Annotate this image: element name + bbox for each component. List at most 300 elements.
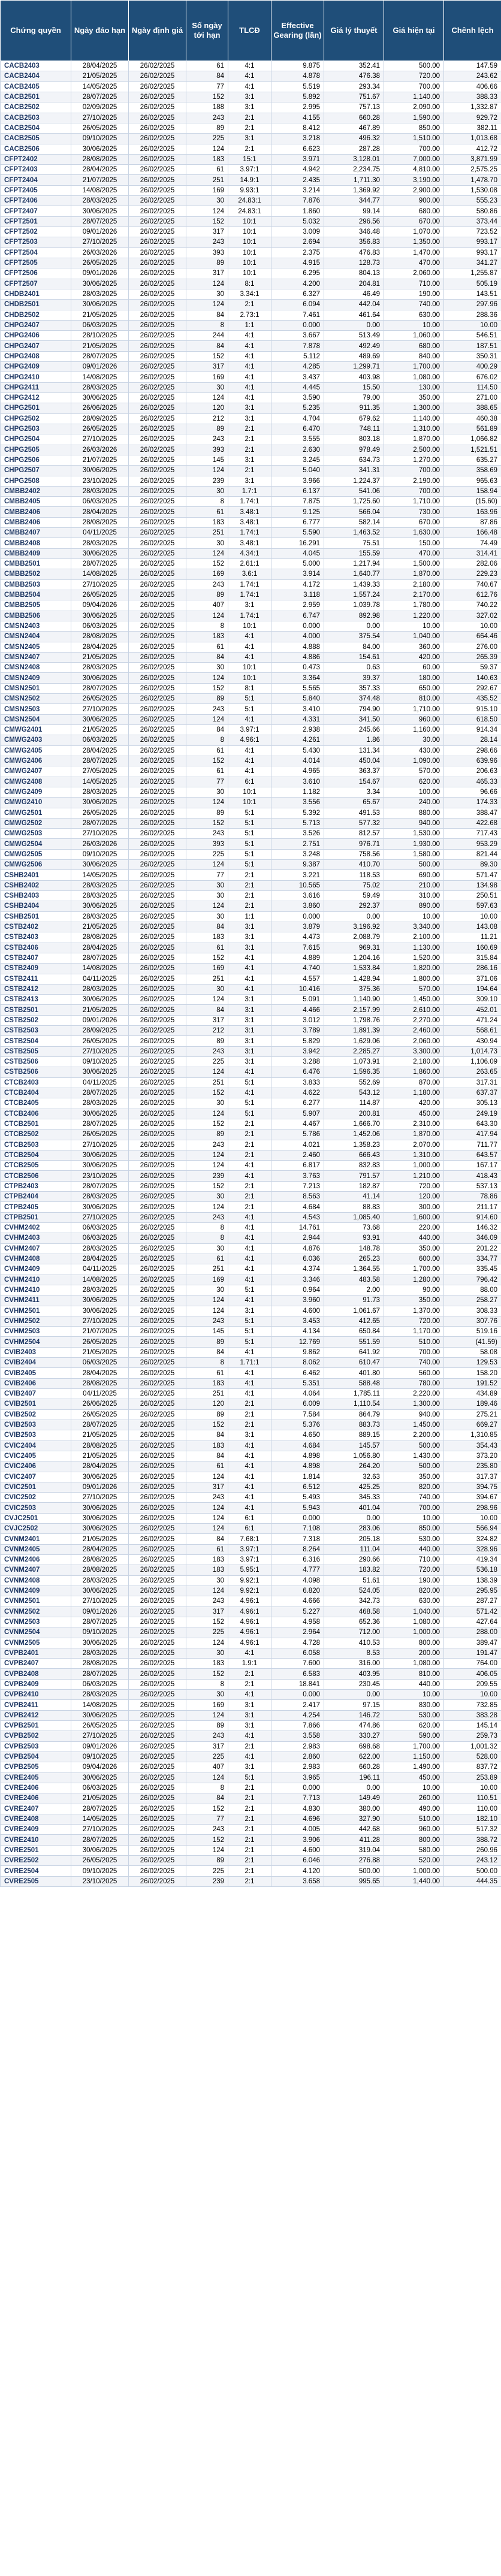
- cell-chung-quyen: CHPG2505: [1, 445, 71, 455]
- cell-effective-gearing: 5.040: [271, 466, 324, 476]
- table-row: [1, 1057, 501, 1067]
- cell-tlcd: 10:1: [228, 258, 271, 268]
- cell-ngay-dao-han: 30/06/2025: [71, 548, 129, 558]
- cell-so-ngay-toi-han: 407: [186, 600, 228, 611]
- cell-tlcd: 2:1: [228, 434, 271, 445]
- cell-chenh-lech: 158.20: [444, 1368, 501, 1378]
- cell-tlcd: 3.97:1: [228, 1544, 271, 1554]
- cell-effective-gearing: 3.453: [271, 1316, 324, 1326]
- cell-effective-gearing: 3.288: [271, 1057, 324, 1067]
- cell-ngay-dinh-gia: 26/02/2025: [129, 745, 186, 756]
- cell-so-ngay-toi-han: 225: [186, 1057, 228, 1067]
- cell-effective-gearing: 4.254: [271, 1710, 324, 1720]
- cell-ngay-dinh-gia: 26/02/2025: [129, 1161, 186, 1171]
- cell-ngay-dinh-gia: 26/02/2025: [129, 123, 186, 133]
- cell-ngay-dao-han: 27/10/2025: [71, 1140, 129, 1150]
- cell-so-ngay-toi-han: 84: [186, 725, 228, 735]
- cell-effective-gearing: 4.021: [271, 1140, 324, 1150]
- cell-gia-hien-tai: 1,310.00: [384, 1150, 444, 1160]
- cell-tlcd: 3:1: [228, 600, 271, 611]
- cell-gia-hien-tai: 960.00: [384, 1825, 444, 1835]
- cell-chung-quyen: CMWG2401: [1, 725, 71, 735]
- cell-ngay-dao-han: 30/06/2025: [71, 611, 129, 621]
- cell-chenh-lech: 406.66: [444, 81, 501, 92]
- cell-effective-gearing: 4.261: [271, 735, 324, 745]
- cell-chenh-lech: 664.46: [444, 632, 501, 642]
- cell-gia-ly-thuyet: 1,061.67: [324, 1306, 384, 1316]
- cell-tlcd: 4:1: [228, 61, 271, 71]
- cell-ngay-dinh-gia: 26/02/2025: [129, 1306, 186, 1316]
- cell-effective-gearing: 3.221: [271, 870, 324, 880]
- header-chung-quyen: Chứng quyền: [1, 1, 71, 61]
- cell-gia-ly-thuyet: 1,891.39: [324, 1026, 384, 1036]
- cell-gia-ly-thuyet: 541.06: [324, 486, 384, 496]
- cell-ngay-dao-han: 30/06/2025: [71, 1306, 129, 1316]
- cell-ngay-dao-han: 14/08/2025: [71, 185, 129, 195]
- cell-chenh-lech: 87.86: [444, 517, 501, 527]
- table-row: [1, 1461, 501, 1472]
- cell-chenh-lech: 383.28: [444, 1710, 501, 1720]
- cell-effective-gearing: 3.248: [271, 849, 324, 859]
- cell-chung-quyen: CHDB2502: [1, 310, 71, 320]
- cell-chenh-lech: 571.42: [444, 1606, 501, 1617]
- cell-gia-hien-tai: 1,470.00: [384, 247, 444, 258]
- table-row: [1, 1524, 501, 1534]
- table-row: [1, 839, 501, 849]
- cell-chung-quyen: CACB2404: [1, 71, 71, 81]
- cell-chenh-lech: 346.09: [444, 1233, 501, 1243]
- cell-chung-quyen: CACB2405: [1, 81, 71, 92]
- cell-gia-hien-tai: 1,000.00: [384, 1866, 444, 1876]
- cell-tlcd: 4:1: [228, 1482, 271, 1492]
- cell-ngay-dao-han: 30/06/2025: [71, 1772, 129, 1783]
- cell-gia-hien-tai: 620.00: [384, 1721, 444, 1731]
- cell-chung-quyen: CVPB2503: [1, 1741, 71, 1751]
- cell-tlcd: 4:1: [228, 1347, 271, 1357]
- cell-gia-ly-thuyet: 1,110.54: [324, 1399, 384, 1409]
- cell-so-ngay-toi-han: 243: [186, 1731, 228, 1741]
- cell-chenh-lech: 324.82: [444, 1534, 501, 1544]
- cell-ngay-dao-han: 09/01/2026: [71, 268, 129, 279]
- cell-chenh-lech: 327.02: [444, 611, 501, 621]
- cell-chung-quyen: CFPT2404: [1, 175, 71, 185]
- cell-gia-hien-tai: 670.00: [384, 517, 444, 527]
- cell-tlcd: 4:1: [228, 372, 271, 382]
- cell-tlcd: 1.9:1: [228, 1659, 271, 1669]
- cell-gia-hien-tai: 1,370.00: [384, 1306, 444, 1316]
- cell-chenh-lech: 110.51: [444, 1793, 501, 1804]
- cell-ngay-dao-han: 09/10/2025: [71, 1627, 129, 1638]
- table-row: [1, 579, 501, 590]
- cell-chenh-lech: 191.47: [444, 1648, 501, 1658]
- cell-ngay-dinh-gia: 26/02/2025: [129, 1690, 186, 1700]
- cell-effective-gearing: 7.600: [271, 1659, 324, 1669]
- cell-chung-quyen: CMBB2503: [1, 579, 71, 590]
- cell-chung-quyen: CSTB2504: [1, 1036, 71, 1046]
- cell-tlcd: 4:1: [228, 1171, 271, 1181]
- cell-effective-gearing: 3.833: [271, 1077, 324, 1088]
- cell-chung-quyen: CTPB2405: [1, 1202, 71, 1212]
- cell-ngay-dinh-gia: 26/02/2025: [129, 1586, 186, 1596]
- cell-so-ngay-toi-han: 84: [186, 1534, 228, 1544]
- cell-ngay-dinh-gia: 26/02/2025: [129, 258, 186, 268]
- cell-so-ngay-toi-han: 243: [186, 113, 228, 123]
- cell-ngay-dao-han: 28/03/2025: [71, 196, 129, 206]
- cell-ngay-dao-han: 30/06/2025: [71, 144, 129, 154]
- cell-chung-quyen: CSTB2412: [1, 984, 71, 994]
- cell-gia-ly-thuyet: 1,085.40: [324, 1212, 384, 1222]
- cell-gia-ly-thuyet: 1,533.84: [324, 964, 384, 974]
- table-row: [1, 953, 501, 963]
- cell-ngay-dinh-gia: 26/02/2025: [129, 382, 186, 392]
- cell-so-ngay-toi-han: 124: [186, 798, 228, 808]
- cell-chung-quyen: CHDB2501: [1, 300, 71, 310]
- cell-chung-quyen: CSTB2402: [1, 922, 71, 932]
- cell-gia-hien-tai: 690.00: [384, 870, 444, 880]
- cell-ngay-dinh-gia: 26/02/2025: [129, 870, 186, 880]
- cell-chenh-lech: 307.76: [444, 1316, 501, 1326]
- cell-gia-ly-thuyet: 363.37: [324, 766, 384, 777]
- cell-ngay-dao-han: 06/03/2025: [71, 1358, 129, 1368]
- cell-ngay-dao-han: 28/04/2025: [71, 507, 129, 517]
- cell-ngay-dinh-gia: 26/02/2025: [129, 1659, 186, 1669]
- cell-ngay-dao-han: 04/11/2025: [71, 1077, 129, 1088]
- table-row: [1, 413, 501, 424]
- cell-so-ngay-toi-han: 152: [186, 818, 228, 828]
- cell-effective-gearing: 4.878: [271, 71, 324, 81]
- cell-ngay-dao-han: 28/04/2025: [71, 943, 129, 953]
- cell-tlcd: 1.74:1: [228, 528, 271, 538]
- cell-tlcd: 4:1: [228, 1451, 271, 1461]
- cell-gia-hien-tai: 3,190.00: [384, 175, 444, 185]
- cell-gia-hien-tai: 350.00: [384, 393, 444, 403]
- cell-gia-ly-thuyet: 346.48: [324, 227, 384, 237]
- cell-effective-gearing: 3.860: [271, 901, 324, 911]
- cell-so-ngay-toi-han: 30: [186, 1098, 228, 1109]
- cell-gia-ly-thuyet: 245.66: [324, 725, 384, 735]
- cell-effective-gearing: 2.417: [271, 1700, 324, 1710]
- cell-tlcd: 9.92:1: [228, 1586, 271, 1596]
- cell-gia-ly-thuyet: 758.56: [324, 849, 384, 859]
- cell-chung-quyen: CMWG2403: [1, 735, 71, 745]
- cell-ngay-dao-han: 06/03/2025: [71, 1679, 129, 1689]
- cell-ngay-dinh-gia: 26/02/2025: [129, 984, 186, 994]
- cell-gia-ly-thuyet: 2,157.99: [324, 1005, 384, 1015]
- cell-ngay-dao-han: 28/03/2025: [71, 1192, 129, 1202]
- cell-gia-ly-thuyet: 577.32: [324, 818, 384, 828]
- cell-ngay-dao-han: 06/03/2025: [71, 1223, 129, 1233]
- cell-chenh-lech: 965.63: [444, 476, 501, 486]
- cell-ngay-dinh-gia: 26/02/2025: [129, 1472, 186, 1482]
- cell-gia-hien-tai: 430.00: [384, 745, 444, 756]
- cell-effective-gearing: 2.938: [271, 725, 324, 735]
- cell-tlcd: 4:1: [228, 1503, 271, 1513]
- table-row: [1, 860, 501, 870]
- cell-gia-hien-tai: 1,210.00: [384, 1171, 444, 1181]
- cell-chenh-lech: 1,066.82: [444, 434, 501, 445]
- cell-tlcd: 1.74:1: [228, 579, 271, 590]
- cell-gia-hien-tai: 1,130.00: [384, 943, 444, 953]
- table-row: [1, 632, 501, 642]
- table-row: [1, 663, 501, 673]
- cell-gia-hien-tai: 10.00: [384, 1690, 444, 1700]
- cell-chenh-lech: (15.60): [444, 497, 501, 507]
- cell-tlcd: 2:1: [228, 1814, 271, 1824]
- cell-gia-ly-thuyet: 489.69: [324, 351, 384, 361]
- cell-gia-hien-tai: 820.00: [384, 1586, 444, 1596]
- cell-so-ngay-toi-han: 243: [186, 1046, 228, 1056]
- cell-gia-hien-tai: 490.00: [384, 1804, 444, 1814]
- cell-effective-gearing: 9.875: [271, 61, 324, 71]
- cell-gia-hien-tai: 880.00: [384, 808, 444, 818]
- cell-chenh-lech: 723.52: [444, 227, 501, 237]
- cell-ngay-dao-han: 28/07/2025: [71, 559, 129, 569]
- cell-effective-gearing: 4.600: [271, 1845, 324, 1855]
- header-ngay-dao-han: Ngày đáo hạn: [71, 1, 129, 61]
- cell-ngay-dao-han: 28/08/2025: [71, 1565, 129, 1575]
- cell-ngay-dinh-gia: 26/02/2025: [129, 725, 186, 735]
- cell-chenh-lech: 388.33: [444, 92, 501, 102]
- cell-ngay-dinh-gia: 26/02/2025: [129, 1088, 186, 1098]
- cell-effective-gearing: 6.777: [271, 517, 324, 527]
- cell-chenh-lech: 358.69: [444, 466, 501, 476]
- cell-ngay-dao-han: 30/06/2025: [71, 1710, 129, 1720]
- cell-gia-hien-tai: 900.00: [384, 196, 444, 206]
- cell-ngay-dao-han: 21/05/2025: [71, 1534, 129, 1544]
- cell-gia-ly-thuyet: 148.78: [324, 1243, 384, 1254]
- cell-so-ngay-toi-han: 61: [186, 1544, 228, 1554]
- cell-effective-gearing: 9.125: [271, 507, 324, 517]
- cell-gia-hien-tai: 680.00: [384, 206, 444, 216]
- cell-ngay-dinh-gia: 26/02/2025: [129, 964, 186, 974]
- cell-ngay-dinh-gia: 26/02/2025: [129, 289, 186, 299]
- table-row: [1, 310, 501, 320]
- cell-gia-hien-tai: 850.00: [384, 1524, 444, 1534]
- cell-effective-gearing: 16.291: [271, 538, 324, 548]
- table-row: [1, 1513, 501, 1523]
- cell-so-ngay-toi-han: 89: [186, 1036, 228, 1046]
- cell-tlcd: 10:1: [228, 787, 271, 797]
- table-row: [1, 1586, 501, 1596]
- cell-gia-hien-tai: 2,220.00: [384, 1389, 444, 1399]
- table-row: [1, 1555, 501, 1565]
- cell-effective-gearing: 2.944: [271, 1233, 324, 1243]
- cell-chenh-lech: 465.33: [444, 777, 501, 787]
- cell-ngay-dao-han: 28/08/2025: [71, 154, 129, 164]
- cell-so-ngay-toi-han: 243: [186, 579, 228, 590]
- cell-gia-hien-tai: 350.00: [384, 1472, 444, 1482]
- cell-chung-quyen: CHPG2504: [1, 434, 71, 445]
- cell-chung-quyen: CSHB2401: [1, 870, 71, 880]
- table-row: [1, 1254, 501, 1264]
- cell-effective-gearing: 3.610: [271, 777, 324, 787]
- cell-chenh-lech: 3,871.99: [444, 154, 501, 164]
- cell-gia-hien-tai: 1,700.00: [384, 1741, 444, 1751]
- cell-gia-hien-tai: 2,500.00: [384, 445, 444, 455]
- cell-tlcd: 3:1: [228, 1721, 271, 1731]
- cell-effective-gearing: 4.014: [271, 756, 324, 766]
- cell-ngay-dao-han: 26/05/2025: [71, 1856, 129, 1866]
- cell-gia-hien-tai: 2,200.00: [384, 1430, 444, 1440]
- cell-gia-ly-thuyet: 0.00: [324, 320, 384, 330]
- cell-ngay-dao-han: 28/08/2025: [71, 1555, 129, 1565]
- cell-tlcd: 4:1: [228, 642, 271, 652]
- cell-tlcd: 3:1: [228, 476, 271, 486]
- cell-chenh-lech: 260.96: [444, 1845, 501, 1855]
- cell-gia-hien-tai: 1,590.00: [384, 113, 444, 123]
- cell-tlcd: 3:1: [228, 1036, 271, 1046]
- cell-ngay-dinh-gia: 26/02/2025: [129, 1700, 186, 1710]
- cell-ngay-dinh-gia: 26/02/2025: [129, 1804, 186, 1814]
- cell-gia-hien-tai: 730.00: [384, 507, 444, 517]
- cell-gia-hien-tai: 780.00: [384, 1378, 444, 1388]
- cell-tlcd: 9.92:1: [228, 1575, 271, 1586]
- cell-ngay-dinh-gia: 26/02/2025: [129, 1741, 186, 1751]
- cell-chenh-lech: 505.19: [444, 279, 501, 289]
- cell-ngay-dao-han: 28/07/2025: [71, 1181, 129, 1191]
- cell-gia-hien-tai: 1,040.00: [384, 1606, 444, 1617]
- cell-effective-gearing: 3.346: [271, 1275, 324, 1285]
- cell-chenh-lech: 394.67: [444, 1493, 501, 1503]
- cell-ngay-dao-han: 14/08/2025: [71, 1700, 129, 1710]
- cell-so-ngay-toi-han: 183: [186, 1555, 228, 1565]
- cell-gia-hien-tai: 200.00: [384, 1648, 444, 1658]
- cell-chenh-lech: 275.21: [444, 1409, 501, 1420]
- cell-chung-quyen: CVHM2503: [1, 1327, 71, 1337]
- cell-chung-quyen: CVHM2411: [1, 1295, 71, 1306]
- cell-so-ngay-toi-han: 183: [186, 1440, 228, 1451]
- cell-so-ngay-toi-han: 225: [186, 1866, 228, 1876]
- cell-effective-gearing: 6.046: [271, 1856, 324, 1866]
- cell-tlcd: 2:1: [228, 880, 271, 890]
- cell-ngay-dao-han: 09/10/2025: [71, 1866, 129, 1876]
- cell-chung-quyen: CVHM2408: [1, 1254, 71, 1264]
- cell-chung-quyen: CVNM2502: [1, 1606, 71, 1617]
- cell-effective-gearing: 4.666: [271, 1596, 324, 1606]
- cell-ngay-dinh-gia: 26/02/2025: [129, 735, 186, 745]
- cell-gia-hien-tai: 960.00: [384, 714, 444, 724]
- table-row: [1, 1430, 501, 1440]
- cell-so-ngay-toi-han: 61: [186, 61, 228, 71]
- cell-ngay-dao-han: 06/03/2025: [71, 621, 129, 631]
- cell-ngay-dinh-gia: 26/02/2025: [129, 1835, 186, 1845]
- cell-gia-ly-thuyet: 1,725.60: [324, 497, 384, 507]
- cell-chenh-lech: 566.94: [444, 1524, 501, 1534]
- cell-ngay-dao-han: 14/08/2025: [71, 964, 129, 974]
- table-row: [1, 538, 501, 548]
- cell-chung-quyen: CVPB2407: [1, 1659, 71, 1669]
- cell-chenh-lech: 143.08: [444, 922, 501, 932]
- cell-ngay-dinh-gia: 26/02/2025: [129, 1264, 186, 1275]
- cell-chenh-lech: 373.44: [444, 216, 501, 227]
- table-row: [1, 227, 501, 237]
- cell-ngay-dao-han: 28/07/2025: [71, 1617, 129, 1627]
- cell-ngay-dinh-gia: 26/02/2025: [129, 538, 186, 548]
- cell-gia-ly-thuyet: 1,785.11: [324, 1389, 384, 1399]
- cell-gia-ly-thuyet: 51.61: [324, 1575, 384, 1586]
- cell-chung-quyen: CVRE2502: [1, 1856, 71, 1866]
- cell-so-ngay-toi-han: 152: [186, 1617, 228, 1627]
- cell-ngay-dinh-gia: 26/02/2025: [129, 787, 186, 797]
- header-chenh-lech: Chênh lệch: [444, 1, 501, 61]
- cell-gia-ly-thuyet: 641.92: [324, 1347, 384, 1357]
- cell-chung-quyen: CVIB2404: [1, 1358, 71, 1368]
- table-row: [1, 1161, 501, 1171]
- cell-tlcd: 2:1: [228, 466, 271, 476]
- cell-gia-hien-tai: 10.00: [384, 1783, 444, 1793]
- cell-chenh-lech: 568.61: [444, 1026, 501, 1036]
- cell-effective-gearing: 9.387: [271, 860, 324, 870]
- cell-tlcd: 4.96:1: [228, 1638, 271, 1648]
- table-body: [1, 61, 501, 1887]
- cell-gia-ly-thuyet: 283.06: [324, 1524, 384, 1534]
- cell-chung-quyen: CVIB2407: [1, 1389, 71, 1399]
- table-row: [1, 1295, 501, 1306]
- cell-ngay-dao-han: 26/06/2025: [71, 1399, 129, 1409]
- cell-effective-gearing: 3.914: [271, 569, 324, 579]
- table-row: [1, 165, 501, 175]
- table-row: [1, 528, 501, 538]
- cell-chung-quyen: CVNM2405: [1, 1544, 71, 1554]
- cell-gia-hien-tai: 1,140.00: [384, 92, 444, 102]
- cell-chenh-lech: 1,478.70: [444, 175, 501, 185]
- cell-gia-ly-thuyet: 551.59: [324, 1337, 384, 1347]
- cell-so-ngay-toi-han: 239: [186, 1171, 228, 1181]
- table-row: [1, 123, 501, 133]
- cell-effective-gearing: 4.134: [271, 1327, 324, 1337]
- cell-gia-hien-tai: 1,700.00: [384, 362, 444, 372]
- cell-ngay-dao-han: 30/06/2025: [71, 860, 129, 870]
- cell-chenh-lech: 837.72: [444, 1762, 501, 1772]
- cell-chenh-lech: 561.89: [444, 424, 501, 434]
- cell-so-ngay-toi-han: 183: [186, 932, 228, 943]
- cell-chung-quyen: CMSN2405: [1, 642, 71, 652]
- table-row: [1, 320, 501, 330]
- cell-so-ngay-toi-han: 8: [186, 1783, 228, 1793]
- cell-chenh-lech: 460.38: [444, 413, 501, 424]
- cell-effective-gearing: 2.983: [271, 1762, 324, 1772]
- cell-ngay-dao-han: 26/05/2025: [71, 258, 129, 268]
- cell-effective-gearing: 3.364: [271, 673, 324, 683]
- cell-chung-quyen: CACB2505: [1, 134, 71, 144]
- cell-chung-quyen: CVIB2502: [1, 1409, 71, 1420]
- cell-effective-gearing: 6.747: [271, 611, 324, 621]
- cell-chung-quyen: CVIB2503: [1, 1430, 71, 1440]
- cell-chung-quyen: CTCB2504: [1, 1150, 71, 1160]
- cell-tlcd: 4:1: [228, 1493, 271, 1503]
- cell-ngay-dao-han: 26/05/2025: [71, 1721, 129, 1731]
- cell-ngay-dinh-gia: 26/02/2025: [129, 1606, 186, 1617]
- cell-effective-gearing: 10.565: [271, 880, 324, 890]
- cell-chung-quyen: CVRE2408: [1, 1814, 71, 1824]
- cell-tlcd: 5:1: [228, 1077, 271, 1088]
- cell-effective-gearing: 3.667: [271, 331, 324, 341]
- cell-chung-quyen: CHPG2406: [1, 331, 71, 341]
- cell-chenh-lech: 740.22: [444, 600, 501, 611]
- cell-chenh-lech: 250.51: [444, 891, 501, 901]
- cell-tlcd: 10:1: [228, 216, 271, 227]
- cell-gia-hien-tai: 1,520.00: [384, 953, 444, 963]
- cell-chung-quyen: CFPT2507: [1, 279, 71, 289]
- cell-chenh-lech: 639.96: [444, 756, 501, 766]
- cell-gia-ly-thuyet: 2,088.79: [324, 932, 384, 943]
- cell-ngay-dao-han: 28/04/2025: [71, 642, 129, 652]
- cell-tlcd: 1.74:1: [228, 590, 271, 600]
- cell-gia-hien-tai: 260.00: [384, 1793, 444, 1804]
- cell-ngay-dinh-gia: 26/02/2025: [129, 1638, 186, 1648]
- cell-ngay-dinh-gia: 26/02/2025: [129, 1285, 186, 1295]
- cell-tlcd: 3:1: [228, 92, 271, 102]
